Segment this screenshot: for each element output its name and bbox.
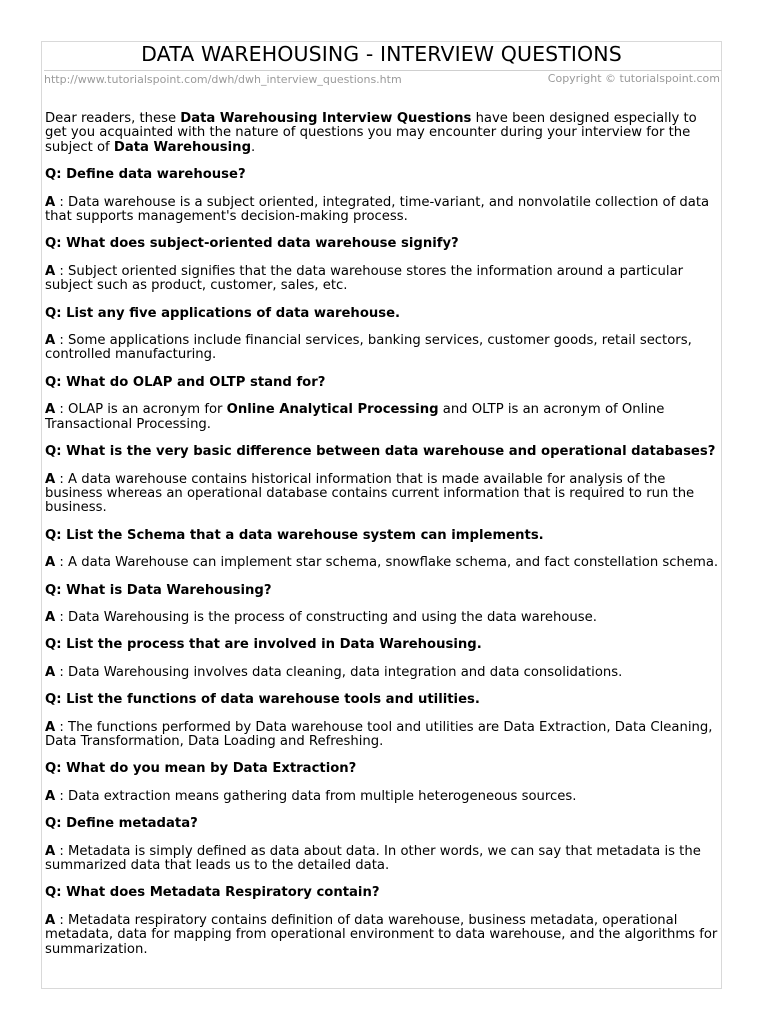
page-title: DATA WAREHOUSING - INTERVIEW QUESTIONS [141, 42, 622, 66]
answer-text: : Data Warehousing is the process of constructing and using the data warehouse. [55, 609, 597, 625]
qa-item [45, 762, 721, 804]
answer [45, 556, 721, 570]
answer-label: A [45, 609, 56, 625]
question: Q: What is Data Warehousing? [45, 582, 272, 598]
intro-text-3: . [251, 139, 256, 155]
answer-text: : Metadata respiratory contains definition of data warehouse, business metadata, operational metadata, data for mapping from operational environment to data warehouse, and the algorithms for summarization. [45, 912, 718, 957]
intro-bold-1: Data Warehousing Interview Questions [180, 111, 472, 126]
answer-label: A [45, 719, 56, 735]
question: Q: What does subject-oriented data warehouse signify? [45, 236, 459, 252]
answer-label: A [45, 788, 56, 804]
question: Q: Define data warehouse? [45, 167, 246, 183]
answer-bold-term: Online Analytical Processing [226, 402, 439, 418]
source-url: http://www.tutorialspoint.com/dwh/dwh_interview_questions.htm [44, 73, 402, 86]
answer-label: A [45, 912, 56, 928]
answer-text: : Data extraction means gathering data from multiple heterogeneous sources. [55, 788, 577, 804]
answer-text: : A data warehouse contains historical information that is made available for analysis of the business whereas an operational database contains current information that is required to run the business. [45, 471, 695, 516]
answer-label: A [45, 263, 56, 279]
answer [45, 403, 721, 432]
qa-item [45, 168, 721, 224]
intro-paragraph [45, 112, 721, 155]
question: Q: List the process that are involved in Data Warehousing. [45, 637, 482, 653]
intro-text-2: have been designed especially to get you acquainted with the nature of questions you may encounter during your interview for the subject of [45, 111, 697, 155]
answer-text: and OLTP is an acronym of Online Transactional Processing. [45, 402, 665, 432]
copyright-notice: Copyright © tutorialspoint.com [547, 72, 720, 85]
answer-label: A [45, 843, 56, 859]
qa-item [45, 529, 721, 571]
answer-label: A [45, 664, 56, 680]
answer-text: : A data Warehouse can implement star schema, snowflake schema, and fact constellation schema. [55, 555, 719, 571]
answer [45, 196, 721, 225]
qa-item [45, 376, 721, 432]
answer [45, 473, 721, 516]
header-divider [44, 70, 722, 71]
answer-text: : Data warehouse is a subject oriented, integrated, time-variant, and nonvolatile collection of data that supports management's decision-making process. [45, 194, 710, 225]
question: Q: List the functions of data warehouse tools and utilities. [45, 692, 480, 708]
answer-label: A [45, 333, 56, 349]
answer-label: A [45, 402, 56, 418]
answer [45, 611, 721, 625]
answer-text: : Data Warehousing involves data cleaning, data integration and data consolidations. [55, 664, 623, 680]
qa-item [45, 693, 721, 749]
answer [45, 914, 721, 957]
answer [45, 790, 721, 804]
answer [45, 334, 721, 363]
question: Q: List any five applications of data warehouse. [45, 305, 401, 321]
qa-item [45, 307, 721, 363]
answer-label: A [45, 194, 56, 210]
answer-label: A [45, 555, 56, 571]
answer [45, 721, 721, 750]
answer [45, 845, 721, 874]
question: Q: What do you mean by Data Extraction? [45, 761, 357, 777]
answer-text: : The functions performed by Data warehouse tool and utilities are Data Extraction, Data Cleaning, Data Transformation, Data Loading and Refreshing. [45, 719, 713, 749]
question: Q: Define metadata? [45, 816, 198, 832]
answer-text: : Subject oriented signifies that the data warehouse stores the information around a particular subject such as product, customer, sales, etc. [45, 263, 684, 294]
answer [45, 666, 721, 680]
intro-text-1: Dear readers, these [45, 111, 181, 126]
answer [45, 265, 721, 294]
question: Q: What does Metadata Respiratory contain? [45, 885, 380, 901]
qa-item [45, 445, 721, 516]
qa-item [45, 886, 721, 957]
qa-item [45, 584, 721, 626]
intro-bold-2: Data Warehousing [113, 139, 252, 155]
qa-item [45, 237, 721, 293]
question: Q: What is the very basic difference between data warehouse and operational databases? [45, 444, 716, 460]
answer-text: : Some applications include financial services, banking services, customer goods, retail sectors, controlled manufacturing. [45, 333, 692, 363]
answer-text: : OLAP is an acronym for [55, 402, 227, 418]
qa-item [45, 638, 721, 680]
answer-text: : Metadata is simply defined as data about data. In other words, we can say that metadata is the summarized data that leads us to the detailed data. [45, 843, 701, 873]
document-body [45, 112, 721, 970]
answer-label: A [45, 471, 56, 487]
qa-item [45, 817, 721, 873]
question: Q: What do OLAP and OLTP stand for? [45, 374, 326, 390]
question: Q: List the Schema that a data warehouse system can implements. [45, 527, 544, 543]
